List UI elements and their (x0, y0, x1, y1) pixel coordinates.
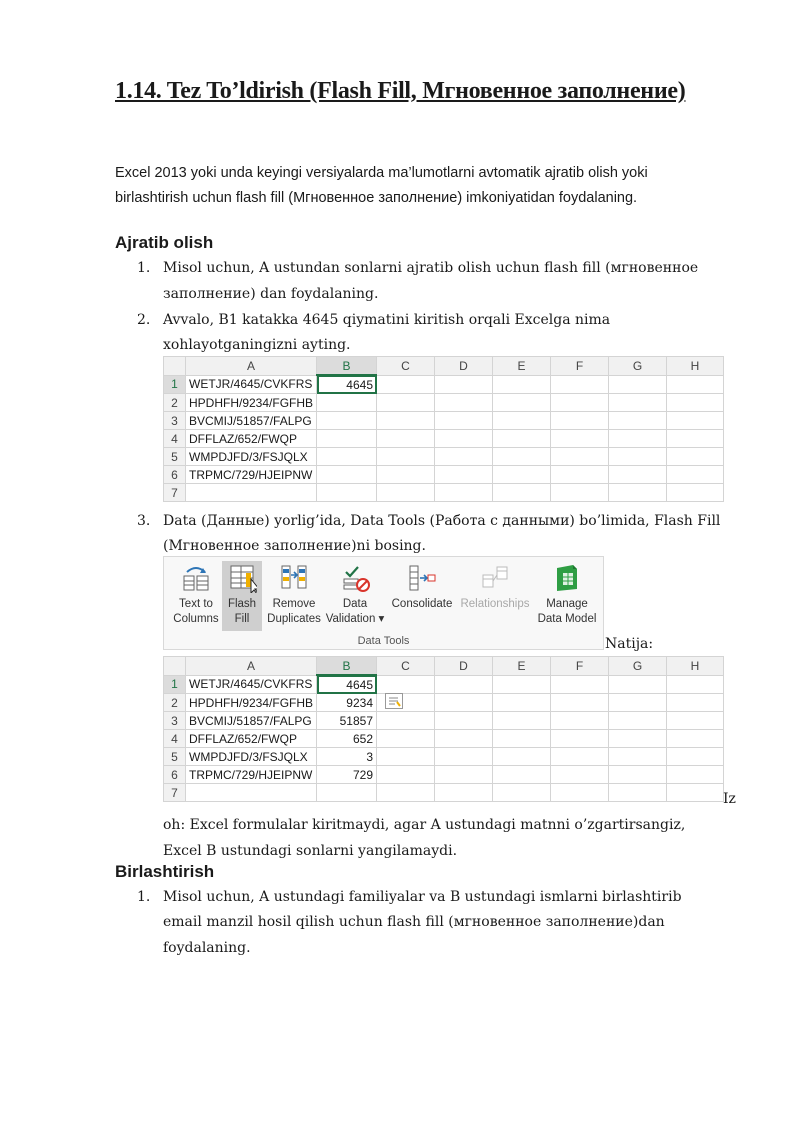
cell[interactable] (551, 675, 609, 694)
cell[interactable] (435, 375, 493, 394)
column-header[interactable]: H (667, 357, 724, 376)
manage-data-model-icon (552, 563, 582, 593)
cell[interactable] (493, 375, 551, 394)
cell[interactable] (493, 484, 551, 502)
intro-line-1: Excel 2013 yoki unda keyingi versiyalarda ma’lumotlarni avtomatik ajratib olish yoki (115, 165, 648, 181)
cell-a[interactable]: DFFLAZ/652/FWQP (186, 730, 317, 748)
list-item-text: Misol uchun, A ustundagi familiyalar va B ustundagi ismlarni birlashtirib (163, 889, 682, 905)
page-title: 1.14. Tez To’ldirish (Flash Fill, Мгновенное заполнение) (115, 78, 686, 104)
flash-fill-button[interactable]: Flash Fill (222, 561, 262, 631)
cell-a[interactable]: BVCMIJ/51857/FALPG (186, 412, 317, 430)
cell[interactable] (551, 694, 609, 712)
section-heading-ajratib: Ajratib olish (115, 233, 214, 252)
column-header[interactable]: B (317, 357, 377, 376)
list-number: 3. (137, 513, 151, 529)
cell[interactable] (435, 394, 493, 412)
cell[interactable] (435, 784, 493, 802)
cell-a[interactable]: DFFLAZ/652/FWQP (186, 430, 317, 448)
column-header[interactable]: G (609, 657, 667, 676)
row-header[interactable]: 1 (164, 675, 186, 694)
cell-a[interactable]: TRPMC/729/HJEIPNW (186, 766, 317, 784)
cell[interactable] (609, 766, 667, 784)
column-header[interactable]: B (317, 657, 377, 676)
manage-data-model-button[interactable]: Manage Data Model (534, 561, 600, 627)
list-number: 1. (137, 889, 151, 905)
cell[interactable] (609, 412, 667, 430)
column-header[interactable]: C (377, 657, 435, 676)
cell[interactable] (493, 466, 551, 484)
cell[interactable] (551, 466, 609, 484)
cell[interactable] (377, 748, 435, 766)
natija-label: Natija: (605, 636, 654, 652)
cell-a[interactable]: WMPDJFD/3/FSJQLX (186, 448, 317, 466)
cell-a[interactable]: WETJR/4645/CVKFRS (186, 375, 317, 394)
cell[interactable] (667, 694, 724, 712)
row-header[interactable]: 6 (164, 466, 186, 484)
data-validation-button[interactable]: Data Validation ▾ (324, 561, 386, 627)
cell[interactable] (377, 394, 435, 412)
row-header[interactable]: 7 (164, 484, 186, 502)
cell[interactable] (609, 784, 667, 802)
cell[interactable] (609, 694, 667, 712)
cell[interactable] (493, 694, 551, 712)
list-item-text: foydalaning. (163, 940, 251, 956)
relationships-icon (480, 563, 510, 593)
cell[interactable] (609, 675, 667, 694)
cell[interactable] (435, 675, 493, 694)
cell-a[interactable]: WETJR/4645/CVKFRS (186, 675, 317, 694)
cell[interactable] (493, 730, 551, 748)
cell[interactable] (551, 484, 609, 502)
cell[interactable] (493, 784, 551, 802)
select-all-corner[interactable] (164, 357, 186, 376)
cell[interactable] (609, 375, 667, 394)
spreadsheet-before (163, 356, 724, 502)
flash-fill-icon (227, 563, 257, 593)
cell[interactable] (435, 766, 493, 784)
cell[interactable] (435, 466, 493, 484)
cell[interactable] (493, 394, 551, 412)
row-header[interactable]: 5 (164, 448, 186, 466)
cell[interactable] (667, 375, 724, 394)
cell[interactable] (435, 412, 493, 430)
row-header[interactable]: 2 (164, 694, 186, 712)
row-header[interactable]: 5 (164, 748, 186, 766)
column-header[interactable]: C (377, 357, 435, 376)
cell[interactable] (435, 430, 493, 448)
cell[interactable] (551, 430, 609, 448)
cell[interactable] (667, 784, 724, 802)
cell[interactable] (435, 448, 493, 466)
cell-a[interactable]: HPDHFH/9234/FGFHB (186, 694, 317, 712)
cell-a[interactable]: TRPMC/729/HJEIPNW (186, 466, 317, 484)
cell[interactable] (377, 712, 435, 730)
cell[interactable] (493, 412, 551, 430)
cell[interactable] (493, 448, 551, 466)
cell[interactable] (609, 730, 667, 748)
cell-b[interactable] (317, 784, 377, 802)
list-item-text: Misol uchun, A ustundan sonlarni ajratib olish uchun flash fill (мгновенное (163, 260, 699, 276)
cell[interactable] (493, 712, 551, 730)
cell[interactable] (667, 766, 724, 784)
cell[interactable] (377, 675, 435, 694)
cell[interactable] (377, 412, 435, 430)
text-to-columns-button[interactable]: Text to Columns (170, 561, 222, 627)
column-header[interactable]: E (493, 357, 551, 376)
cell-b[interactable] (317, 466, 377, 484)
cell[interactable] (493, 766, 551, 784)
note-line-1: oh: Excel formulalar kiritmaydi, agar A ustundagi matnni o’zgartirsangiz, (163, 817, 686, 833)
cell[interactable] (609, 484, 667, 502)
row-header[interactable]: 3 (164, 712, 186, 730)
cell[interactable] (493, 675, 551, 694)
cell-b[interactable]: 729 (317, 766, 377, 784)
column-header[interactable]: A (186, 657, 317, 676)
column-header[interactable]: A (186, 357, 317, 376)
cell[interactable] (667, 430, 724, 448)
cell[interactable] (551, 394, 609, 412)
cell[interactable] (667, 412, 724, 430)
cell-b[interactable] (317, 484, 377, 502)
cell[interactable] (377, 730, 435, 748)
column-header[interactable]: H (667, 657, 724, 676)
cell[interactable] (609, 748, 667, 766)
cell[interactable] (609, 430, 667, 448)
consolidate-button[interactable]: Consolidate (389, 561, 455, 612)
cell[interactable] (435, 748, 493, 766)
text-to-columns-icon (181, 563, 211, 593)
column-header[interactable]: D (435, 357, 493, 376)
cell-a[interactable]: HPDHFH/9234/FGFHB (186, 394, 317, 412)
cell[interactable] (377, 430, 435, 448)
cell-a[interactable]: BVCMIJ/51857/FALPG (186, 712, 317, 730)
column-header[interactable]: E (493, 657, 551, 676)
cell[interactable] (551, 730, 609, 748)
cell[interactable] (609, 712, 667, 730)
cell-b[interactable]: 9234 (317, 694, 377, 712)
cell[interactable] (667, 748, 724, 766)
cell[interactable] (493, 748, 551, 766)
cell[interactable] (377, 784, 435, 802)
row-header[interactable]: 4 (164, 430, 186, 448)
ribbon-group-label: Data Tools (357, 635, 410, 647)
column-header[interactable]: F (551, 357, 609, 376)
list-number: 1. (137, 260, 151, 276)
cell[interactable] (667, 394, 724, 412)
cell-b[interactable] (317, 412, 377, 430)
cell-b[interactable] (317, 430, 377, 448)
cell[interactable] (377, 448, 435, 466)
cell[interactable] (667, 448, 724, 466)
cell[interactable] (551, 448, 609, 466)
cell-a[interactable]: WMPDJFD/3/FSJQLX (186, 748, 317, 766)
cell[interactable] (377, 766, 435, 784)
row-header[interactable]: 4 (164, 730, 186, 748)
section-heading-birlashtirish: Birlashtirish (115, 862, 215, 881)
cell[interactable] (493, 430, 551, 448)
cell[interactable] (609, 448, 667, 466)
cell-a[interactable] (186, 784, 317, 802)
remove-duplicates-icon (279, 563, 309, 593)
cell-b[interactable]: 4645 (317, 675, 377, 694)
list-item-text: заполнение) dan foydalaning. (163, 286, 379, 302)
cell-b[interactable]: 51857 (317, 712, 377, 730)
cell[interactable] (667, 466, 724, 484)
cell[interactable] (551, 412, 609, 430)
cell[interactable] (551, 748, 609, 766)
cell[interactable] (667, 730, 724, 748)
cell-b[interactable] (317, 448, 377, 466)
list-item-text: email manzil hosil qilish uchun flash fill (мгновенное заполнение)dan (163, 914, 665, 930)
cell[interactable] (435, 694, 493, 712)
column-header[interactable]: F (551, 657, 609, 676)
spreadsheet-after (163, 656, 724, 802)
cell[interactable] (667, 712, 724, 730)
row-header[interactable]: 3 (164, 412, 186, 430)
cell[interactable] (377, 484, 435, 502)
row-header[interactable]: 7 (164, 784, 186, 802)
consolidate-icon (407, 563, 437, 593)
intro-line-2: birlashtirish uchun flash fill (Мгновенное заполнение) imkoniyatidan foydalaning. (115, 190, 638, 206)
cell[interactable] (435, 712, 493, 730)
list-item-text: xohlayotganingizni ayting. (163, 337, 351, 353)
row-header[interactable]: 2 (164, 394, 186, 412)
cell[interactable] (551, 712, 609, 730)
list-number: 2. (137, 312, 151, 328)
cell[interactable] (551, 766, 609, 784)
remove-duplicates-button[interactable]: Remove Duplicates (264, 561, 324, 627)
list-item-text: Avvalo, B1 katakka 4645 qiymatini kiritish orqali Excelga nima (163, 312, 611, 328)
cell-b[interactable]: 4645 (317, 375, 377, 394)
column-header[interactable]: D (435, 657, 493, 676)
row-header[interactable]: 1 (164, 375, 186, 394)
cell[interactable] (435, 730, 493, 748)
cell[interactable] (667, 484, 724, 502)
cell-b[interactable]: 652 (317, 730, 377, 748)
cell[interactable] (551, 375, 609, 394)
cell[interactable] (609, 466, 667, 484)
note-line-2: Excel B ustundagi sonlarni yangilamaydi. (163, 843, 458, 859)
cell-b[interactable]: 3 (317, 748, 377, 766)
relationships-button[interactable]: Relationships (458, 561, 532, 612)
flash-fill-options-icon[interactable] (385, 693, 403, 709)
cell[interactable] (377, 466, 435, 484)
note-start: Iz (723, 791, 736, 807)
list-item-text: Data (Данные) yorlig’ida, Data Tools (Работа с данными) bo’limida, Flash Fill (163, 513, 721, 529)
cell[interactable] (609, 394, 667, 412)
row-header[interactable]: 6 (164, 766, 186, 784)
select-all-corner[interactable] (164, 657, 186, 676)
data-validation-icon (340, 563, 370, 593)
column-header[interactable]: G (609, 357, 667, 376)
cell[interactable] (377, 375, 435, 394)
cell[interactable] (551, 784, 609, 802)
data-tools-ribbon (163, 556, 604, 650)
cell-b[interactable] (317, 394, 377, 412)
cell-a[interactable] (186, 484, 317, 502)
cell[interactable] (435, 484, 493, 502)
cell[interactable] (667, 675, 724, 694)
list-item-text: (Мгновенное заполнение)ni bosing. (163, 538, 426, 554)
